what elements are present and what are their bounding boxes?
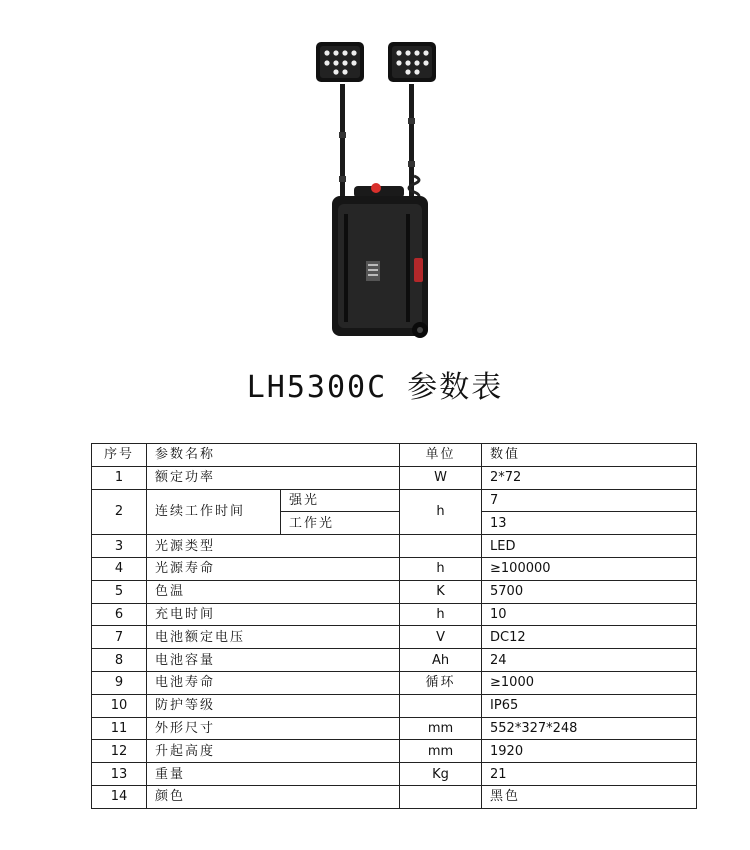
row-unit: V [400, 626, 482, 649]
row-no: 6 [92, 603, 147, 626]
row-unit [400, 535, 482, 558]
row-unit: mm [400, 740, 482, 763]
row-unit: 循环 [400, 671, 482, 694]
row-value: ≥1000 [482, 671, 697, 694]
row-unit: Kg [400, 763, 482, 786]
row-unit: mm [400, 717, 482, 740]
table-row [92, 557, 697, 580]
row-unit: h [400, 603, 482, 626]
row-unit: h [400, 489, 482, 535]
table-row [92, 671, 697, 694]
row-value: 10 [482, 603, 697, 626]
table-row [92, 603, 697, 626]
table-row [92, 740, 697, 763]
row-name: 防护等级 [147, 694, 400, 717]
row-name: 光源类型 [147, 535, 400, 558]
row-value: ≥100000 [482, 557, 697, 580]
row-value: 黑色 [482, 785, 697, 808]
table-row [92, 535, 697, 558]
row-sub-label: 工作光 [281, 512, 400, 535]
table-row [92, 489, 697, 512]
product-image [296, 36, 456, 346]
row-sub-label: 强光 [281, 489, 400, 512]
header-no: 序号 [92, 444, 147, 467]
row-name: 电池寿命 [147, 671, 400, 694]
table-row [92, 649, 697, 672]
row-no: 1 [92, 466, 147, 489]
row-no: 13 [92, 763, 147, 786]
row-value: 5700 [482, 580, 697, 603]
row-no: 3 [92, 535, 147, 558]
row-unit: h [400, 557, 482, 580]
row-name: 光源寿命 [147, 557, 400, 580]
row-value: 21 [482, 763, 697, 786]
row-unit: K [400, 580, 482, 603]
row-value: 1920 [482, 740, 697, 763]
row-no: 10 [92, 694, 147, 717]
table-row [92, 626, 697, 649]
row-name: 色温 [147, 580, 400, 603]
row-value: LED [482, 535, 697, 558]
row-unit: W [400, 466, 482, 489]
row-name: 充电时间 [147, 603, 400, 626]
row-name: 升起高度 [147, 740, 400, 763]
row-value: IP65 [482, 694, 697, 717]
header-value: 数值 [482, 444, 697, 467]
table-row [92, 694, 697, 717]
row-no: 11 [92, 717, 147, 740]
row-no: 7 [92, 626, 147, 649]
table-row [92, 785, 697, 808]
spec-table [91, 443, 697, 809]
row-value: DC12 [482, 626, 697, 649]
row-no: 5 [92, 580, 147, 603]
row-value: 2*72 [482, 466, 697, 489]
row-value: 24 [482, 649, 697, 672]
row-no: 2 [92, 489, 147, 535]
row-no: 12 [92, 740, 147, 763]
row-value: 13 [482, 512, 697, 535]
row-no: 9 [92, 671, 147, 694]
row-no: 8 [92, 649, 147, 672]
row-unit [400, 694, 482, 717]
row-no: 14 [92, 785, 147, 808]
table-row [92, 466, 697, 489]
page-title: LH5300C 参数表 [246, 370, 504, 405]
row-name: 重量 [147, 763, 400, 786]
row-unit: Ah [400, 649, 482, 672]
table-header-row [92, 444, 697, 467]
row-name: 电池容量 [147, 649, 400, 672]
row-name: 颜色 [147, 785, 400, 808]
row-no: 4 [92, 557, 147, 580]
row-value: 552*327*248 [482, 717, 697, 740]
row-name: 电池额定电压 [147, 626, 400, 649]
row-name: 连续工作时间 [147, 489, 281, 535]
table-row [92, 717, 697, 740]
table-row [92, 580, 697, 603]
header-unit: 单位 [400, 444, 482, 467]
row-name: 外形尺寸 [147, 717, 400, 740]
table-row [92, 763, 697, 786]
row-value: 7 [482, 489, 697, 512]
row-name: 额定功率 [147, 466, 400, 489]
work-light-illustration [296, 36, 456, 346]
header-name: 参数名称 [147, 444, 400, 467]
row-unit [400, 785, 482, 808]
